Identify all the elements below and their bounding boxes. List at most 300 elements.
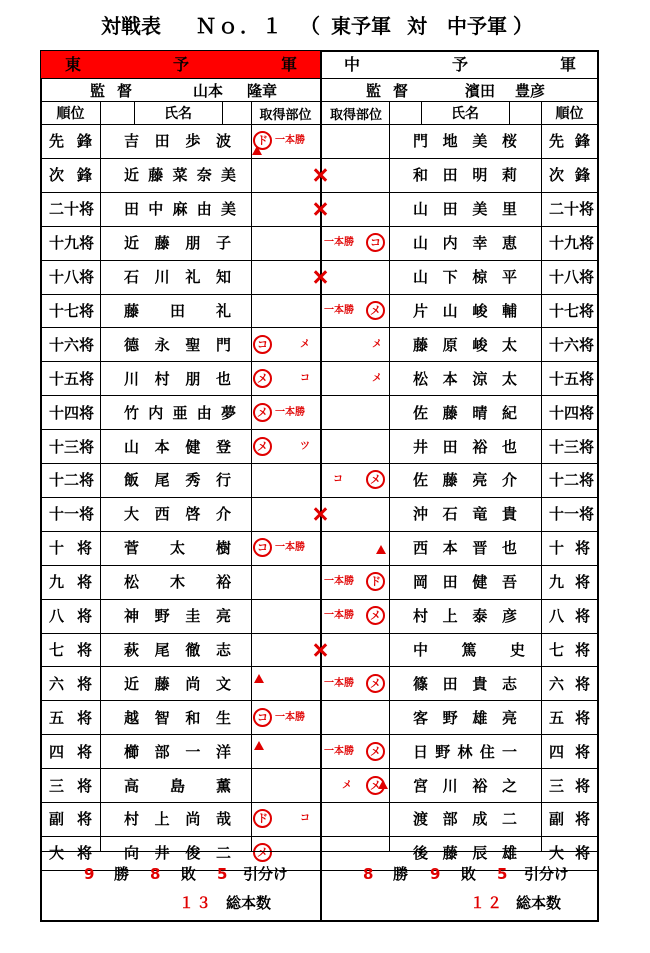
- east-total-label: 総本数: [226, 894, 272, 912]
- name-char: 門: [413, 132, 429, 151]
- name-char: 貴: [501, 505, 517, 524]
- name-char: 将: [579, 234, 595, 253]
- name-char: 九: [549, 573, 565, 592]
- east-player-name: [124, 633, 231, 667]
- grid-line: [389, 102, 390, 851]
- name-char: 近: [124, 234, 140, 253]
- name-char: 薫: [215, 776, 231, 795]
- name-char: 竹: [124, 403, 140, 422]
- name-char: 飯: [124, 471, 140, 490]
- name-char: 十: [549, 369, 565, 388]
- name-char: 鋒: [76, 166, 92, 185]
- east-position: [41, 395, 100, 429]
- name-char: 幸: [472, 234, 488, 253]
- name-char: 裕: [472, 776, 488, 795]
- title-vs: 対: [407, 14, 427, 38]
- name-char: 洋: [215, 742, 231, 761]
- east-player-name: [124, 599, 231, 633]
- mid-position: [541, 734, 598, 768]
- name-char: 輔: [501, 301, 517, 320]
- name-char: 藤: [148, 166, 164, 185]
- waza-circle-mark: メ: [366, 674, 385, 693]
- draw-x-mark: [313, 643, 327, 657]
- name-char: 鋒: [574, 166, 590, 185]
- header-char: 位: [70, 106, 85, 122]
- draw-x-mark: [313, 168, 327, 182]
- name-char: 神: [124, 607, 140, 626]
- name-char: 将: [579, 369, 595, 388]
- name-char: 将: [579, 200, 595, 219]
- east-player-name: [124, 294, 231, 328]
- waza-circle-mark: メ: [366, 776, 385, 795]
- name-char: 藤: [442, 844, 458, 863]
- name-char: 六: [64, 335, 80, 354]
- title-open-paren: （: [300, 14, 320, 38]
- name-char: 八: [49, 607, 65, 626]
- name-char: 麻: [172, 200, 188, 219]
- mid-position: [541, 802, 598, 836]
- name-char: 七: [564, 301, 580, 320]
- name-char: 四: [64, 403, 80, 422]
- east-draws: 5: [217, 865, 228, 883]
- waza-circle-mark: コ: [366, 233, 385, 252]
- grid-line: [509, 102, 510, 124]
- name-char: 夢: [220, 403, 236, 422]
- name-char: 本: [154, 437, 170, 456]
- name-char: 大: [124, 505, 140, 524]
- waza-circle-mark: コ: [253, 335, 272, 354]
- name-char: 鋒: [76, 132, 92, 151]
- name-char: 部: [154, 742, 170, 761]
- mid-player-name: [413, 361, 517, 395]
- mid-player-name: [413, 768, 517, 802]
- mid-position: [541, 599, 598, 633]
- east-position: [41, 633, 100, 667]
- east-win-label: 勝: [114, 865, 130, 883]
- east-position: [41, 802, 100, 836]
- name-char: 吾: [501, 573, 517, 592]
- name-char: 泰: [472, 607, 488, 626]
- name-char: 里: [501, 200, 517, 219]
- mid-player-name: [413, 531, 517, 565]
- name-char: 十: [49, 268, 65, 287]
- hansoku-triangle-mark: [252, 146, 262, 155]
- name-char: 桜: [501, 132, 517, 151]
- mid-player-name: [413, 565, 517, 599]
- mid-team-char: 予: [452, 55, 469, 74]
- name-char: 川: [124, 369, 140, 388]
- mid-player-name: [413, 429, 517, 463]
- name-char: 村: [154, 369, 170, 388]
- name-char: 将: [574, 708, 590, 727]
- ippon-win-mark: 一本勝: [324, 576, 354, 588]
- name-char: 十: [49, 505, 65, 524]
- name-char: 八: [549, 607, 565, 626]
- title-label: 対戦表: [101, 14, 161, 38]
- name-char: 将: [574, 640, 590, 659]
- grid-line: [222, 102, 223, 124]
- name-char: 島: [169, 776, 185, 795]
- east-player-name: [124, 734, 231, 768]
- name-char: 介: [501, 471, 517, 490]
- name-char: 雄: [472, 708, 488, 727]
- name-char: 野: [442, 708, 458, 727]
- name-char: 篤: [461, 640, 477, 659]
- name-char: 十: [49, 234, 65, 253]
- east-player-name: [124, 226, 231, 260]
- name-char: 下: [442, 268, 458, 287]
- name-char: 二: [49, 200, 65, 219]
- mid-position: [541, 565, 598, 599]
- name-char: 大: [549, 844, 565, 863]
- name-char: 田: [442, 573, 458, 592]
- east-player-name: [124, 768, 231, 802]
- east-player-name: [124, 327, 231, 361]
- name-char: 将: [574, 810, 590, 829]
- name-char: 田: [124, 200, 140, 219]
- east-player-name: [124, 463, 231, 497]
- name-char: 藤: [413, 335, 429, 354]
- waza-small-mark: コ: [300, 372, 310, 384]
- name-char: 本: [442, 369, 458, 388]
- name-char: 十: [49, 369, 65, 388]
- waza-small-mark: コ: [300, 813, 310, 825]
- name-char: 平: [501, 268, 517, 287]
- mid-player-name: [413, 395, 517, 429]
- name-char: 十: [564, 200, 580, 219]
- name-char: 裕: [215, 573, 231, 592]
- mid-position: [541, 497, 598, 531]
- name-char: 野: [154, 607, 170, 626]
- waza-circle-mark: ド: [253, 809, 272, 828]
- waza-circle-mark: メ: [366, 742, 385, 761]
- east-player-name: [124, 124, 231, 158]
- east-coach-label: [90, 79, 132, 101]
- name-char: 地: [442, 132, 458, 151]
- name-char: 鋒: [574, 132, 590, 151]
- name-char: 徹: [185, 640, 201, 659]
- east-wins: 9: [84, 865, 95, 883]
- east-player-name: [124, 192, 236, 226]
- name-char: 次: [49, 166, 65, 185]
- name-char: 将: [579, 301, 595, 320]
- name-char: 德: [124, 335, 140, 354]
- name-char: 川: [442, 776, 458, 795]
- east-player-name: [124, 836, 231, 870]
- name-char: 奈: [196, 166, 212, 185]
- name-char: 将: [76, 776, 92, 795]
- mid-player-name: [413, 463, 517, 497]
- coach-label-char: 督: [117, 81, 133, 100]
- name-char: 貴: [472, 674, 488, 693]
- waza-circle-mark: コ: [253, 538, 272, 557]
- name-char: 尚: [185, 674, 201, 693]
- name-char: 礼: [185, 268, 201, 287]
- name-char: 子: [215, 234, 231, 253]
- waza-small-mark: ツ: [300, 440, 310, 452]
- waza-circle-mark: コ: [253, 708, 272, 727]
- mid-draws: 5: [497, 865, 508, 883]
- ippon-win-mark: 一本勝: [275, 711, 305, 723]
- name-char: 将: [76, 607, 92, 626]
- name-char: 椋: [472, 268, 488, 287]
- name-char: 門: [215, 335, 231, 354]
- name-char: 朋: [185, 234, 201, 253]
- mid-player-name: [413, 700, 517, 734]
- east-player-name: [124, 700, 231, 734]
- name-char: 也: [215, 369, 231, 388]
- name-char: 松: [413, 369, 429, 388]
- name-char: 将: [79, 335, 95, 354]
- name-char: 十: [49, 403, 65, 422]
- name-char: 和: [185, 708, 201, 727]
- name-char: 一: [64, 505, 80, 524]
- east-name-header: [134, 102, 222, 124]
- name-char: 将: [76, 539, 92, 558]
- mid-position: [541, 463, 598, 497]
- mid-position: [541, 395, 598, 429]
- name-char: 藤: [442, 471, 458, 490]
- name-char: 将: [79, 403, 95, 422]
- east-player-name: [124, 429, 231, 463]
- mid-player-name: [413, 734, 517, 768]
- name-char: 十: [549, 301, 565, 320]
- mid-player-name: [413, 158, 517, 192]
- name-char: 五: [64, 369, 80, 388]
- waza-circle-mark: ド: [366, 572, 385, 591]
- waza-circle-mark: メ: [366, 301, 385, 320]
- waza-circle-mark: メ: [253, 369, 272, 388]
- name-char: 藤: [124, 301, 140, 320]
- header-char: 順: [56, 106, 71, 122]
- header-char: 名: [465, 106, 479, 122]
- ippon-win-mark: 一本勝: [324, 745, 354, 757]
- name-char: 佐: [413, 403, 429, 422]
- name-char: 亜: [172, 403, 188, 422]
- name-char: 竜: [472, 505, 488, 524]
- coach-name-part: 隆章: [247, 81, 278, 100]
- name-char: 亮: [215, 607, 231, 626]
- name-char: 田: [442, 674, 458, 693]
- name-char: 聖: [185, 335, 201, 354]
- name-char: 九: [64, 234, 80, 253]
- name-char: 山: [413, 268, 429, 287]
- header-char: 氏: [164, 106, 178, 122]
- name-char: 十: [49, 539, 65, 558]
- name-char: 上: [154, 810, 170, 829]
- name-char: 六: [49, 674, 65, 693]
- name-char: 将: [574, 776, 590, 795]
- name-char: 介: [215, 505, 231, 524]
- name-char: 山: [124, 437, 140, 456]
- name-char: 五: [49, 708, 65, 727]
- name-char: 木: [169, 573, 185, 592]
- name-char: 朋: [185, 369, 201, 388]
- coach-label-char: 監: [90, 81, 106, 100]
- east-player-name: [124, 565, 231, 599]
- draw-x-mark: [313, 202, 327, 216]
- ippon-win-mark: 一本勝: [324, 304, 354, 316]
- waza-small-mark: メ: [342, 779, 352, 791]
- name-char: 将: [579, 437, 595, 456]
- name-char: 二: [564, 471, 580, 490]
- name-char: 将: [76, 810, 92, 829]
- name-char: 波: [215, 132, 231, 151]
- ippon-win-mark: 一本勝: [275, 542, 305, 554]
- waza-small-mark: メ: [372, 338, 382, 350]
- name-char: 六: [564, 335, 580, 354]
- grid-line: [421, 102, 422, 124]
- ippon-win-mark: 一本勝: [275, 135, 305, 147]
- name-char: 岡: [413, 573, 429, 592]
- grid-line: [134, 102, 135, 124]
- east-position: [41, 497, 100, 531]
- name-char: 十: [549, 471, 565, 490]
- name-char: 日: [413, 742, 429, 761]
- grid-line: [100, 102, 101, 851]
- east-coach-name: [193, 79, 277, 101]
- name-char: 十: [549, 403, 565, 422]
- ippon-win-mark: 一本勝: [324, 677, 354, 689]
- name-char: 辰: [472, 844, 488, 863]
- name-char: 健: [185, 437, 201, 456]
- ippon-win-mark: 一本勝: [324, 237, 354, 249]
- name-char: 中: [413, 640, 429, 659]
- name-char: 先: [549, 132, 565, 151]
- mid-position: [541, 768, 598, 802]
- east-position: [41, 158, 100, 192]
- name-char: 藤: [442, 403, 458, 422]
- name-char: 成: [472, 810, 488, 829]
- name-char: 十: [549, 505, 565, 524]
- name-char: 副: [549, 810, 565, 829]
- mid-team-header: [322, 51, 598, 78]
- waza-small-mark: メ: [300, 338, 310, 350]
- name-char: 八: [564, 268, 580, 287]
- name-char: 二: [64, 471, 80, 490]
- name-char: 裕: [472, 437, 488, 456]
- name-char: 櫛: [124, 742, 140, 761]
- ippon-win-mark: 一本勝: [324, 610, 354, 622]
- name-char: 渡: [413, 810, 429, 829]
- name-char: 高: [124, 776, 140, 795]
- name-char: 将: [574, 844, 590, 863]
- name-char: 内: [442, 234, 458, 253]
- mid-win-label: 勝: [393, 865, 409, 883]
- name-char: 也: [501, 437, 517, 456]
- name-char: 将: [574, 674, 590, 693]
- name-char: 峻: [472, 335, 488, 354]
- name-char: 四: [49, 742, 65, 761]
- name-char: 秀: [185, 471, 201, 490]
- name-char: 俊: [185, 844, 201, 863]
- name-char: 尾: [154, 471, 170, 490]
- name-char: 智: [154, 708, 170, 727]
- title-number: Ｎｏ．１: [196, 14, 284, 38]
- mid-pos-header: [541, 102, 598, 124]
- name-char: 川: [154, 268, 170, 287]
- east-player-name: [124, 260, 231, 294]
- name-char: 文: [215, 674, 231, 693]
- name-char: 井: [154, 844, 170, 863]
- grid-line: [40, 851, 599, 852]
- name-char: 将: [579, 335, 595, 354]
- name-char: 山: [442, 301, 458, 320]
- name-char: 恵: [501, 234, 517, 253]
- name-char: 先: [49, 132, 65, 151]
- name-char: 十: [49, 301, 65, 320]
- waza-circle-mark: メ: [253, 843, 272, 862]
- name-char: 原: [442, 335, 458, 354]
- name-char: 野: [435, 742, 451, 761]
- mid-player-name: [413, 666, 517, 700]
- east-player-name: [124, 158, 236, 192]
- name-char: 将: [79, 268, 95, 287]
- name-char: 田: [442, 166, 458, 185]
- name-char: 永: [154, 335, 170, 354]
- name-char: 上: [442, 607, 458, 626]
- name-char: 莉: [501, 166, 517, 185]
- name-char: 美: [220, 200, 236, 219]
- name-char: 哉: [215, 810, 231, 829]
- name-char: 将: [579, 403, 595, 422]
- east-position: [41, 327, 100, 361]
- mid-player-name: [413, 497, 517, 531]
- east-position: [41, 531, 100, 565]
- east-player-name: [124, 361, 231, 395]
- mid-coach-label: [366, 79, 408, 101]
- name-char: 啓: [185, 505, 201, 524]
- hansoku-triangle-mark: [378, 780, 388, 789]
- mid-position: [541, 226, 598, 260]
- east-part-header: 取得部位: [259, 107, 312, 123]
- name-char: 十: [549, 234, 565, 253]
- name-char: 将: [79, 471, 95, 490]
- name-char: 二: [215, 844, 231, 863]
- name-char: 志: [501, 674, 517, 693]
- name-char: 将: [79, 200, 95, 219]
- mid-position: [541, 666, 598, 700]
- coach-label-char: 監: [366, 81, 382, 100]
- name-char: 後: [413, 844, 429, 863]
- name-char: 三: [564, 437, 580, 456]
- name-char: 萩: [124, 640, 140, 659]
- waza-circle-mark: メ: [366, 606, 385, 625]
- name-char: 三: [49, 776, 65, 795]
- mid-part-header: 取得部位: [329, 107, 382, 123]
- mid-loss-label: 敗: [461, 865, 477, 883]
- name-char: 生: [215, 708, 231, 727]
- title-team-b: 中予軍: [447, 14, 507, 38]
- name-char: 副: [49, 810, 65, 829]
- name-char: 太: [169, 539, 185, 558]
- name-char: 尾: [154, 640, 170, 659]
- name-char: 紀: [501, 403, 517, 422]
- east-team-char: 東: [65, 55, 82, 74]
- name-char: 和: [413, 166, 429, 185]
- name-char: 将: [574, 573, 590, 592]
- name-char: 将: [76, 708, 92, 727]
- east-pos-header: [41, 102, 100, 124]
- name-char: 志: [215, 640, 231, 659]
- east-team-header: [41, 51, 320, 78]
- mid-position: [541, 158, 598, 192]
- name-char: 礼: [215, 301, 231, 320]
- mid-wins: 8: [363, 865, 374, 883]
- name-char: 太: [501, 335, 517, 354]
- name-char: 将: [76, 640, 92, 659]
- header-char: 位: [569, 106, 584, 122]
